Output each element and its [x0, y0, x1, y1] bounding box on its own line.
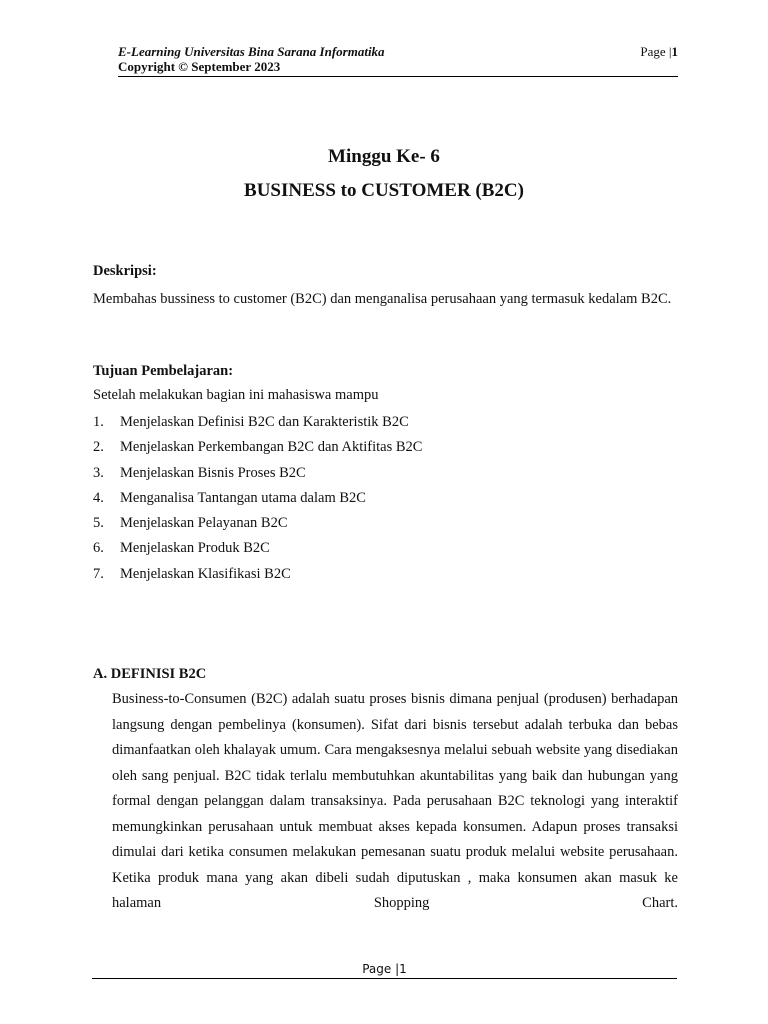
objectives-list [93, 412, 422, 589]
section-a-paragraph: Business-to-Consumen (B2C) adalah suatu proses bisnis dimana penjual (produsen) berhadapan langsung dengan pembelinya (konsumen). Sifat dari bisnis tersebut adalah terbuka dan bebas dimanfaatkan oleh khalayak umum. Cara mengaksesnya melalui sebuah website yang disediakan oleh sang penjual. B2C tidak terlalu membutuhkan akuntabilitas yang baik dan hubungan yang formal dengan pelanggan dalam transaksinya. Pada perusahaan B2C teknologi yang interaktif memungkinkan perusahaan untuk membuat akses kepada konsumen. Adapun proses transaksi dimulai dari ketika consumen melakukan pemesanan suatu produk melalui website perusahaan. Ketika produk mana yang akan dibeli sudah diputuskan , maka konsumen akan masuk ke halaman Shopping Chart. [112, 691, 678, 911]
list-number: 5. [93, 515, 104, 532]
list-item [93, 513, 422, 538]
tujuan-intro: Setelah melakukan bagian ini mahasiswa mampu [93, 387, 379, 403]
list-item [93, 564, 422, 589]
list-text: Menjelaskan Perkembangan B2C dan Aktifitas B2C [120, 439, 423, 456]
page-number: 1 [671, 44, 678, 59]
list-number: 4. [93, 489, 104, 506]
week-title: Minggu Ke- 6 [328, 146, 440, 167]
list-text: Menjelaskan Definisi B2C dan Karakteristik B2C [120, 414, 409, 430]
footer-page-number: Page |1 [362, 962, 407, 976]
list-text: Menjelaskan Klasifikasi B2C [120, 565, 291, 582]
topic-title: BUSINESS to CUSTOMER (B2C) [244, 180, 524, 201]
deskripsi-text: Membahas bussiness to customer (B2C) dan menganalisa perusahaan yang termasuk kedalam B2C. [93, 291, 672, 307]
section-a-heading: A. DEFINISI B2C [93, 666, 207, 682]
deskripsi-label: Deskripsi: [93, 263, 157, 279]
list-item [93, 463, 422, 488]
copyright-line: Copyright © September 2023 [118, 59, 281, 74]
list-text: Menjelaskan Bisnis Proses B2C [120, 464, 306, 481]
list-text: Menganalisa Tantangan utama dalam B2C [120, 489, 366, 506]
tujuan-label: Tujuan Pembelajaran: [93, 363, 234, 379]
page-label: Page | [640, 44, 672, 59]
list-item [93, 488, 422, 513]
list-item [93, 412, 422, 437]
header-page-number [640, 44, 678, 59]
list-text: Menjelaskan Produk B2C [120, 540, 270, 557]
list-text: Menjelaskan Pelayanan B2C [120, 515, 288, 532]
list-number: 6. [93, 540, 104, 557]
list-number: 3. [93, 464, 104, 481]
page-header [118, 44, 678, 77]
list-item [93, 538, 422, 563]
list-number: 2. [93, 439, 104, 456]
list-item [93, 437, 422, 462]
list-number: 1. [93, 414, 104, 430]
institution-name: E-Learning Universitas Bina Sarana Informatika [118, 44, 385, 59]
list-number: 7. [93, 565, 104, 582]
page-footer [92, 962, 677, 979]
